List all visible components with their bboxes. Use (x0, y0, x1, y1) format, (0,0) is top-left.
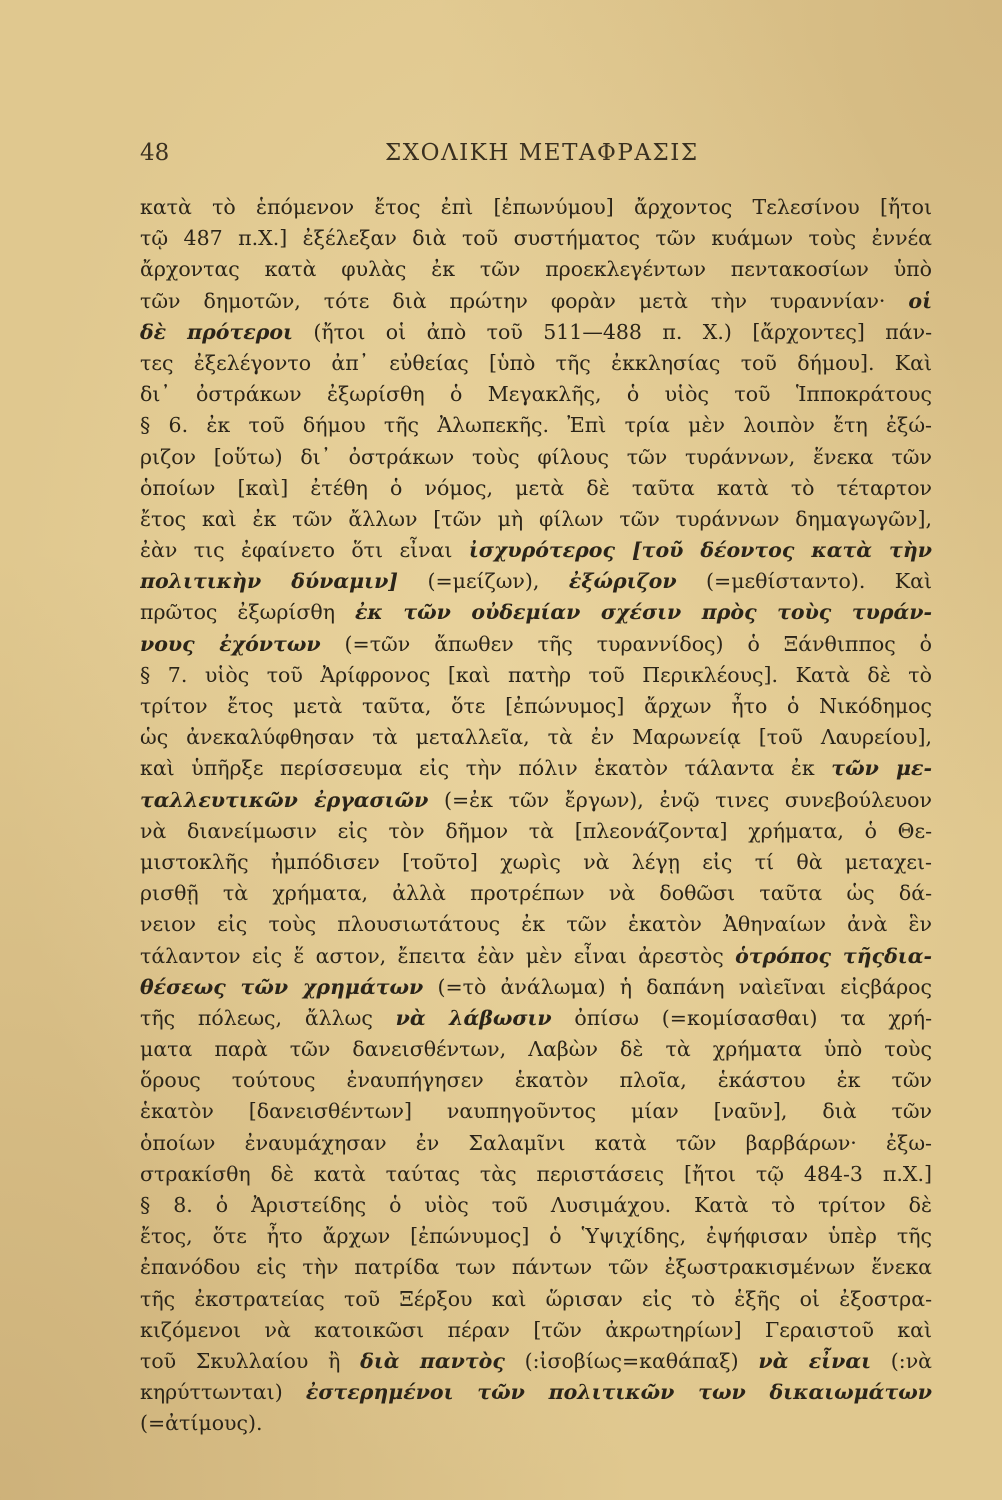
text-line (140, 1128, 932, 1159)
text-segment: ἄρχοντας κατὰ φυλὰς ἐκ τῶν προεκλεγέντων πεντακοσίων ὑπὸ (140, 257, 932, 282)
text-segment: κατὰ τὸ ἑπόμενον ἔτος ἐπὶ [ἐπωνύμου] ἄρχοντος Τελεσίνου [ἤτοι (140, 195, 932, 219)
text-line (140, 442, 932, 473)
text-segment: § 8. ὁ Ἀριστείδης ὁ υἱὸς τοῦ Λυσιμάχου. Κατὰ τὸ τρίτον δὲ (140, 1193, 932, 1217)
text-segment: τῷ 487 π.Χ.] ἐξέλεξαν διὰ τοῦ συστήματος τῶν κυάμων τοὺς ἐννέα (140, 226, 932, 251)
text-line (140, 348, 932, 379)
text-line (140, 660, 932, 691)
text-line (140, 1034, 932, 1065)
emphasized-phrase: θέσεως τῶν χρημάτων (140, 974, 424, 999)
text-segment: στρακίσθη δὲ κατὰ ταύτας τὰς περιστάσεις [ἤτοι τῷ 484-3 π.Χ.] (140, 1161, 932, 1186)
text-line (140, 566, 932, 597)
text-segment: ὅρους τούτους ἐναυπήγησεν ἑκατὸν πλοῖα, ἑκάστου ἐκ τῶν (140, 1068, 932, 1093)
text-line (140, 722, 932, 753)
emphasized-phrase: ὁτρόπος τῆςδια- (735, 943, 932, 968)
text-line (140, 410, 932, 441)
emphasized-phrase: ἐξώριζον (568, 569, 677, 594)
text-line (140, 1159, 932, 1190)
text-line (140, 1284, 932, 1315)
text-line (140, 691, 932, 722)
page-number: 48 (140, 140, 170, 166)
text-segment: ὁποίων ἐναυμάχησαν ἐν Σαλαμῖνι κατὰ τῶν βαρβάρων· ἐξω- (140, 1130, 932, 1155)
emphasized-phrase: ἰσχυρότερος [τοῦ δέοντος κατὰ τὴν (468, 538, 932, 563)
text-segment: πρῶτος ἐξωρίσθη (140, 600, 355, 625)
text-segment: μιστοκλῆς ἠμπόδισεν [τοῦτο] χωρὶς νὰ λέγῃ εἰς τί θὰ μεταχει- (140, 849, 932, 874)
text-line (140, 816, 932, 847)
text-segment: τῆς πόλεως, ἄλλως (140, 1005, 396, 1030)
text-segment: τρίτον ἔτος μετὰ ταῦτα, ὅτε [ἐπώνυμος] ἄρχων ἦτο ὁ Νικόδημος (140, 694, 932, 718)
text-segment: (=τὸ ἀνάλωμα) ἡ δαπάνη ναὶεῖναι εἰςβάρος (423, 974, 932, 999)
emphasized-phrase: οἱ (908, 288, 932, 313)
emphasized-phrase: διὰ παντὸς (360, 1348, 505, 1373)
text-segment: § 7. υἱὸς τοῦ Ἀρίφρονος [καὶ πατὴρ τοῦ Περικλέους]. Κατὰ δὲ τὸ (140, 662, 932, 687)
text-segment: ἐπανόδου εἰς τὴν πατρίδα των πάντων τῶν ἐξωστρακισμένων ἕνεκα (140, 1255, 932, 1280)
text-segment: κιζόμενοι νὰ κατοικῶσι πέραν [τῶν ἀκρωτηρίων] Γεραιστοῦ καὶ (140, 1317, 932, 1342)
text-line (140, 1065, 932, 1096)
text-segment: (=μείζων), (398, 569, 569, 594)
text-segment: τάλαντον εἰς ἕ αστον, ἔπειτα ἐὰν μὲν εἶναι ἀρεστὸς (140, 943, 736, 968)
text-segment: ματα παρὰ τῶν δανεισθέντων, Λαβὼν δὲ τὰ χρήματα ὑπὸ τοὺς (140, 1037, 932, 1062)
text-line (140, 1003, 932, 1034)
emphasized-phrase: τῶν με- (831, 756, 932, 781)
text-line (140, 785, 932, 816)
emphasized-phrase: δὲ πρότεροι (140, 319, 293, 344)
text-line (140, 847, 932, 878)
text-segment: ριζον [οὕτω) δι᾽ ὀστράκων τοὺς φίλους τῶν τυράννων, ἕνεκα τῶν (140, 444, 932, 469)
text-line (140, 379, 932, 410)
text-segment: (:ἰσοβίως=καθάπαξ) (504, 1348, 759, 1373)
emphasized-phrase: ταλλευτικῶν ἐργασιῶν (140, 787, 429, 812)
text-line (140, 972, 932, 1003)
text-segment: ὁποίων [καὶ] ἐτέθη ὁ νόμος, μετὰ δὲ ταῦτα κατὰ τὸ τέταρτον (140, 475, 932, 500)
text-line (140, 473, 932, 504)
text-segment: (=ἐκ τῶν ἔργων), ἐνῷ τινες συνεβούλευον (428, 787, 932, 812)
text-segment: (=μεθίσταντο). Καὶ (676, 569, 932, 594)
text-line (140, 629, 932, 660)
text-line (140, 1221, 932, 1252)
text-line (140, 1346, 932, 1377)
text-line (140, 254, 932, 285)
text-segment: νειον εἰς τοὺς πλουσιωτάτους ἐκ τῶν ἑκατὸν Ἀθηναίων ἀνὰ ἓν (140, 912, 932, 937)
text-segment: ἔτος καὶ ἐκ τῶν ἄλλων [τῶν μὴ φίλων τῶν τυράννων δημαγωγῶν], (140, 506, 932, 531)
text-segment: (ἤτοι οἱ ἀπὸ τοῦ 511—488 π. Χ.) [ἄρχοντες] πάν- (292, 319, 932, 344)
text-line (140, 1408, 932, 1439)
text-segment: νὰ διανείμωσιν εἰς τὸν δῆμον τὰ [πλεονάζοντα] χρήματα, ὁ Θε- (140, 818, 932, 843)
text-line (140, 286, 932, 317)
text-line (140, 909, 932, 940)
text-line (140, 223, 932, 254)
text-segment: ρισθῇ τὰ χρήματα, ἀλλὰ προτρέπων νὰ δοθῶσι ταῦτα ὡς δά- (140, 881, 932, 906)
text-segment: τες ἐξελέγοντο ἀπ᾽ εὐθείας [ὑπὸ τῆς ἐκκλησίας τοῦ δήμου]. Καὶ (140, 350, 932, 375)
text-segment: (=τῶν ἄπωθεν τῆς τυραννίδος) ὁ Ξάνθιππος ὁ (320, 631, 932, 656)
body-text (140, 192, 932, 1440)
text-line (140, 878, 932, 909)
text-segment: καὶ ὑπῆρξε περίσσευμα εἰς τὴν πόλιν ἑκατὸν τάλαντα ἐκ (140, 756, 832, 781)
text-line (140, 1252, 932, 1283)
text-line (140, 1190, 932, 1221)
emphasized-phrase: νους ἐχόντων (140, 631, 321, 656)
text-line (140, 504, 932, 535)
text-line (140, 1315, 932, 1346)
text-segment: κηρύττωνται) (140, 1380, 306, 1405)
emphasized-phrase: νὰ εἶναι (758, 1348, 872, 1373)
running-title: ΣΧΟΛΙΚΗ ΜΕΤΑΦΡΑΣΙΣ (385, 140, 699, 166)
text-segment: ἐὰν τις ἐφαίνετο ὅτι εἶναι (140, 538, 469, 563)
emphasized-phrase: ἐστερημένοι τῶν πολιτικῶν των δικαιωμάτων (305, 1380, 932, 1405)
text-line (140, 192, 932, 223)
emphasized-phrase: πολιτικὴν δύναμιν] (140, 569, 398, 594)
text-segment: (:νὰ (871, 1348, 932, 1373)
text-segment: τῆς ἐκστρατείας τοῦ Ξέρξου καὶ ὥρισαν εἰς τὸ ἑξῆς οἱ ἐξοστρα- (140, 1286, 932, 1311)
text-segment: τοῦ Σκυλλαίου ἢ (140, 1348, 361, 1373)
text-line (140, 1096, 932, 1127)
text-segment: ὀπίσω (=κομίσασθαι) τα χρή- (551, 1005, 932, 1030)
text-segment: ὡς ἀνεκαλύφθησαν τὰ μεταλλεῖα, τὰ ἐν Μαρωνείᾳ [τοῦ Λαυρείου], (140, 725, 932, 750)
text-line (140, 753, 932, 784)
text-line (140, 941, 932, 972)
text-segment: ἔτος, ὅτε ἦτο ἄρχων [ἐπώνυμος] ὁ Ὑψιχίδης, ἐψήφισαν ὑπὲρ τῆς (140, 1224, 932, 1249)
text-line (140, 597, 932, 628)
text-segment: δι᾽ ὀστράκων ἐξωρίσθη ὁ Μεγακλῆς, ὁ υἱὸς τοῦ Ἱπποκράτους (140, 382, 932, 407)
emphasized-phrase: νὰ λάβωσιν (395, 1005, 552, 1030)
text-segment: ἑκατὸν [δανεισθέντων] ναυπηγοῦντος μίαν [ναῦν], διὰ τῶν (140, 1099, 932, 1124)
text-line (140, 535, 932, 566)
text-line (140, 1377, 932, 1408)
text-segment: § 6. ἐκ τοῦ δήμου τῆς Ἀλωπεκῆς. Ἐπὶ τρία μὲν λοιπὸν ἔτη ἐξώ- (140, 413, 932, 438)
text-segment: (=ἀτίμους). (140, 1411, 263, 1436)
text-segment: τῶν δημοτῶν, τότε διὰ πρώτην φορὰν μετὰ τὴν τυραννίαν· (140, 288, 909, 313)
text-line (140, 317, 932, 348)
emphasized-phrase: ἐκ τῶν οὐδεμίαν σχέσιν πρὸς τοὺς τυράν- (354, 600, 932, 625)
